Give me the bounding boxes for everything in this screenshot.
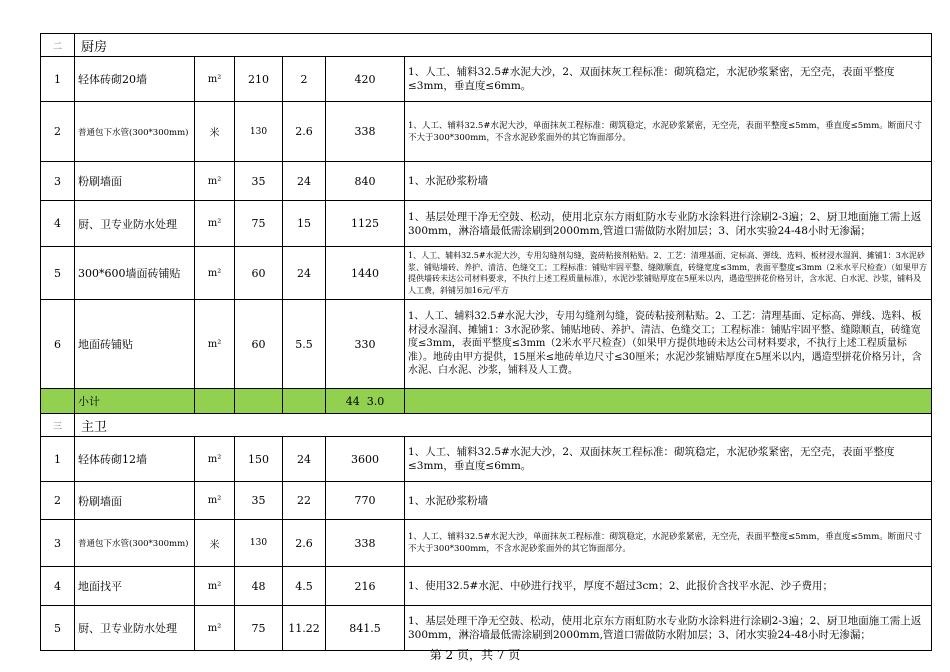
item-unit: m² (195, 437, 235, 482)
item-name: 轻体砖砌20墙 (75, 57, 195, 102)
item-name: 300*600墙面砖铺贴 (75, 247, 195, 300)
item-unit: m² (195, 57, 235, 102)
item-description: 1、人工、辅料32.5#水泥大沙，专用勾缝剂勾缝，瓷砖粘接剂粘贴。2、工艺：清理基面、定标高、弹线、选料、板材浸水湿润、摊铺1：3水泥砂浆、铺贴墙砖、养护、清洁、色缝交工；工程标准：铺贴牢固平整、缝隙顺直，砖缝宽度≤3mm，表面平整度≤3mm（2米水平尺检查）（如果甲方提供墙砖未达公司材料要求，不执行上述工程质量标准），水泥沙浆铺贴厚度在5厘米以内，遇造型拼花价格另计，含水泥、白水泥、沙浆，铺料及人工费，斜铺另加16元/平方 (405, 247, 932, 300)
table-row (41, 606, 932, 651)
item-name: 厨、卫专业防水处理 (75, 606, 195, 651)
item-description: 1、水泥砂浆粉墙 (405, 482, 932, 520)
item-description: 1、人工、辅料32.5#水泥大沙，2、双面抹灰工程标准：砌筑稳定，水泥砂浆紧密，无空壳，表面平整度≤3mm，垂直度≤6mm。 (405, 57, 932, 102)
section-index: 三 (41, 414, 75, 437)
row-number: 3 (41, 162, 75, 201)
item-price: 24 (283, 437, 326, 482)
item-quantity: 75 (235, 606, 283, 651)
item-price: 2.6 (283, 102, 326, 162)
item-name: 普通包下水管(300*300mm) (75, 102, 195, 162)
item-name: 地面砖铺贴 (75, 300, 195, 389)
row-number: 3 (41, 520, 75, 567)
row-number: 4 (41, 201, 75, 247)
table-row (41, 247, 932, 300)
item-price: 24 (283, 247, 326, 300)
item-total: 1440 (326, 247, 405, 300)
item-name: 粉刷墙面 (75, 162, 195, 201)
item-total: 770 (326, 482, 405, 520)
row-number: 5 (41, 606, 75, 651)
item-quantity: 35 (235, 162, 283, 201)
row-number: 6 (41, 300, 75, 389)
table-row (41, 300, 932, 389)
item-description: 1、人工、辅料32.5#水泥大沙，专用勾缝剂勾缝，瓷砖粘接剂粘贴。2、工艺：清理基面、定标高、弹线、选料、板材浸水湿润、摊铺1：3水泥砂浆、铺贴地砖、养护、清洁、色缝交工；工程标准：铺贴牢固平整、缝隙顺直，砖缝宽度≤3mm，表面平整度≤3mm（2米水平尺检查）（如果甲方提供地砖未达公司材料要求，不执行上述工程质量标准）。地砖由甲方提供，15厘米≤地砖单边尺寸≤30厘米；水泥沙浆铺贴厚度在5厘米以内，遇造型拼花价格另计，含水泥、白水泥、沙浆，铺料及人工费。 (405, 300, 932, 389)
item-total: 420 (326, 57, 405, 102)
item-unit: 米 (195, 102, 235, 162)
table-row (41, 57, 932, 102)
row-number: 2 (41, 102, 75, 162)
item-quantity: 75 (235, 201, 283, 247)
item-quantity: 60 (235, 247, 283, 300)
item-quantity: 210 (235, 57, 283, 102)
item-total: 330 (326, 300, 405, 389)
item-name: 地面找平 (75, 567, 195, 606)
item-unit: m² (195, 247, 235, 300)
item-description: 1、基层处理干净无空鼓、松动，使用北京东方雨虹防水专业防水涂料进行涂刷2-3遍；2、厨卫地面施工需上返300mm，淋浴墙最低需涂刷到2000mm,管道口需做防水附加层；3、闭水实验24-48小时无渗漏； (405, 201, 932, 247)
item-unit: m² (195, 606, 235, 651)
item-description: 1、人工、辅料32.5#水泥大沙，2、双面抹灰工程标准：砌筑稳定，水泥砂浆紧密，无空壳，表面平整度≤3mm，垂直度≤6mm。 (405, 437, 932, 482)
subtotal-label: 小计 (75, 389, 195, 414)
item-name: 厨、卫专业防水处理 (75, 201, 195, 247)
section-title: 主卫 (75, 414, 932, 437)
row-number: 4 (41, 567, 75, 606)
item-price: 15 (283, 201, 326, 247)
item-price: 2.6 (283, 520, 326, 567)
subtotal-value: 44 3.0 (326, 389, 405, 414)
item-total: 1125 (326, 201, 405, 247)
table-row (41, 162, 932, 201)
item-quantity: 130 (235, 520, 283, 567)
item-total: 841.5 (326, 606, 405, 651)
item-quantity: 60 (235, 300, 283, 389)
item-price: 22 (283, 482, 326, 520)
item-name: 普通包下水管(300*300mm) (75, 520, 195, 567)
item-quantity: 35 (235, 482, 283, 520)
item-price: 2 (283, 57, 326, 102)
row-number: 1 (41, 57, 75, 102)
item-total: 216 (326, 567, 405, 606)
item-total: 840 (326, 162, 405, 201)
section-header-kitchen (41, 34, 932, 57)
item-quantity: 48 (235, 567, 283, 606)
table-row (41, 520, 932, 567)
row-number: 2 (41, 482, 75, 520)
item-total: 338 (326, 102, 405, 162)
table-row (41, 482, 932, 520)
section-index: 二 (41, 34, 75, 57)
item-quantity: 130 (235, 102, 283, 162)
row-number: 1 (41, 437, 75, 482)
section-header-master-bath (41, 414, 932, 437)
item-description: 1、水泥砂浆粉墙 (405, 162, 932, 201)
item-price: 24 (283, 162, 326, 201)
quote-table (40, 33, 932, 651)
item-unit: m² (195, 300, 235, 389)
table-row (41, 437, 932, 482)
item-price: 4.5 (283, 567, 326, 606)
item-unit: m² (195, 567, 235, 606)
table-row (41, 567, 932, 606)
item-quantity: 150 (235, 437, 283, 482)
item-name: 粉刷墙面 (75, 482, 195, 520)
item-unit: m² (195, 201, 235, 247)
section-title: 厨房 (75, 34, 932, 57)
item-description: 1、基层处理干净无空鼓、松动，使用北京东方雨虹防水专业防水涂料进行涂刷2-3遍；2、厨卫地面施工需上返300mm，淋浴墙最低需涂刷到2000mm,管道口需做防水附加层；3、闭水实验24-48小时无渗漏； (405, 606, 932, 651)
table-row (41, 201, 932, 247)
item-unit: m² (195, 162, 235, 201)
item-price: 5.5 (283, 300, 326, 389)
item-unit: m² (195, 482, 235, 520)
item-description: 1、使用32.5#水泥、中砂进行找平，厚度不超过3cm；2、此报价含找平水泥、沙子费用； (405, 567, 932, 606)
row-number: 5 (41, 247, 75, 300)
page-footer: 第 2 页，共 7 页 (429, 648, 521, 662)
item-name: 轻体砖砌12墙 (75, 437, 195, 482)
subtotal-row (41, 389, 932, 414)
item-description: 1、人工、辅料32.5#水泥大沙，单面抹灰工程标准：砌筑稳定，水泥砂浆紧密，无空壳，表面平整度≤5mm，垂直度≤5mm。断面尺寸不大于300*300mm，不含水泥砂浆面外的其它饰面部分。 (405, 102, 932, 162)
table-row (41, 102, 932, 162)
item-unit: 米 (195, 520, 235, 567)
item-total: 338 (326, 520, 405, 567)
item-price: 11.22 (283, 606, 326, 651)
item-total: 3600 (326, 437, 405, 482)
item-description: 1、人工、辅料32.5#水泥大沙，单面抹灰工程标准：砌筑稳定，水泥砂浆紧密，无空壳，表面平整度≤5mm，垂直度≤5mm。断面尺寸不大于300*300mm，不含水泥砂浆面外的其它饰面部分。 (405, 520, 932, 567)
